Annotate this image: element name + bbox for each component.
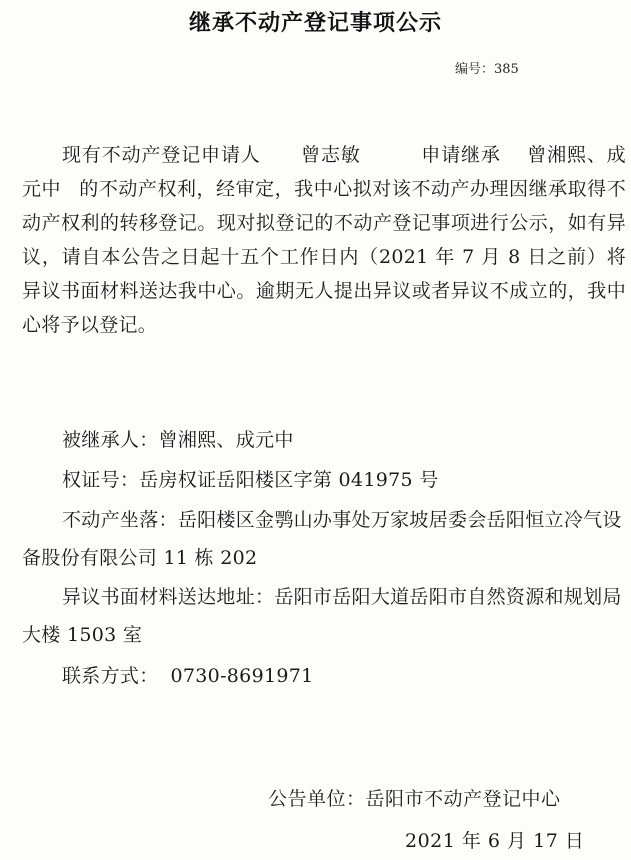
inheritee-line [22,421,626,459]
issuer-line [268,784,561,811]
body-intro: 现有不动产登记申请人 [62,144,261,166]
contact-label: 联系方式： [62,665,159,687]
objection-address-value: 岳阳市岳阳大道岳阳市自然资源和规划局大楼 1503 室 [22,586,622,646]
contact-line [22,657,626,695]
location-line [22,501,626,577]
issuer-name: 岳阳市不动产登记中心 [365,788,561,810]
document-title: 继承不动产登记事项公示 [188,11,442,36]
issuer-label: 公告单位： [268,788,366,810]
request-text: 申请继承 [420,144,501,166]
inheritee-label: 被继承人： [62,429,159,451]
applicant-name: 曾志敏 [300,144,361,166]
decedent-names: 曾湘熙、成元中 [22,144,626,200]
issue-date: 2021 年 6 月 17 日 [405,830,585,852]
inheritee-value: 曾湘熙、成元中 [158,429,294,451]
certificate-label: 权证号： [62,469,140,491]
contact-value: 0730-8691971 [170,665,314,687]
notice-body [22,138,626,342]
body-main-text: 的不动产权利，经审定，我中心拟对该不动产办理因继承取得不动产权利的转移登记。现对拟登记的不动产登记事项进行公示，如有异议，请自本公告之日起十五个工作日内（2021 年 7 月 8 日之前）将异议书面材料送达我中心。逾期无人提出异议或者异议不成立的，我中心将予以登记。 [22,178,626,336]
certificate-line [22,461,626,499]
location-label: 不动产坐落： [62,509,178,531]
serial-number: 编号：385 [455,62,519,77]
location-value: 岳阳楼区金鹗山办事处万家坡居委会岳阳恒立冷气设备股份有限公司 11 栋 202 [22,509,622,569]
objection-address-label: 异议书面材料送达地址： [62,586,275,608]
certificate-value: 岳房权证岳阳楼区字第 041975 号 [139,469,439,491]
objection-address-line [22,578,626,654]
